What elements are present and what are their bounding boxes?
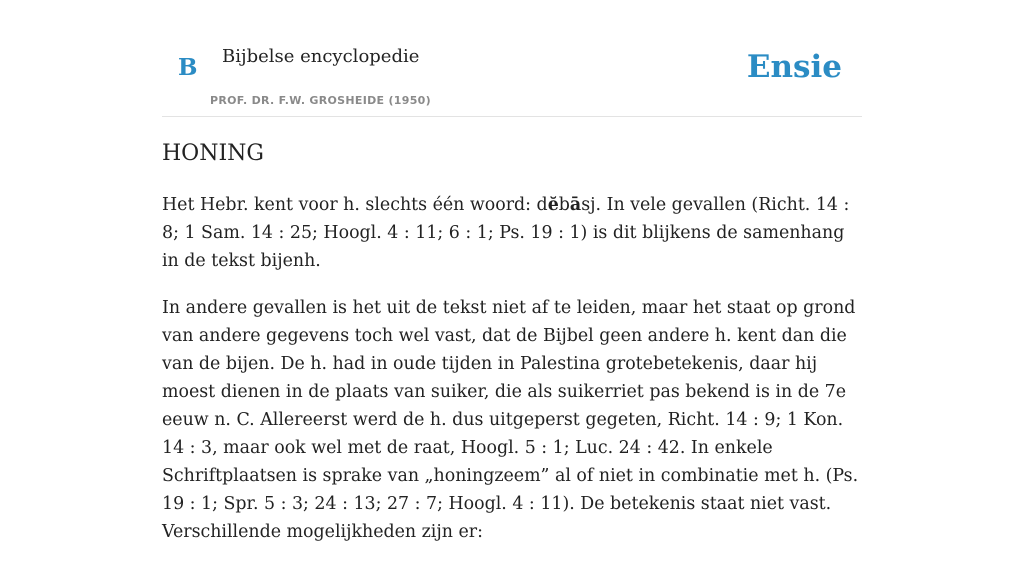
entry-content (162, 140, 862, 565)
paragraph-text: Het Hebr. kent voor h. slechts één woord: d (162, 194, 548, 215)
entry-paragraph-1 (162, 191, 862, 275)
book-icon[interactable]: B (178, 54, 198, 81)
book-author-link[interactable]: PROF. DR. F.W. GROSHEIDE (1950) (210, 94, 431, 107)
ensie-logo-link[interactable]: Ensie (746, 49, 842, 85)
book-title-link[interactable]: Bijbelse encyclopedie (222, 46, 420, 67)
book-header (162, 0, 862, 117)
paragraph-text: b (558, 194, 570, 215)
entry-title: HONING (162, 141, 264, 166)
paragraph-bold-vowel: ā (569, 194, 582, 215)
paragraph-text: sj. In vele gevallen (Richt. 14 : 8; 1 Sam. 14 : 25; Hoogl. 4 : 11; 6 : 1; Ps. 19 : 1) is dit blijkens de samenhang in de tekst bijenh. (162, 194, 850, 271)
entry-paragraph-2: In andere gevallen is het uit de tekst niet af te leiden, maar het staat op grond van andere gegevens toch wel vast, dat de Bijbel geen andere h. kent dan die van de bijen. De h. had in oude tijden in Palestina grotebetekenis, daar hij moest dienen in de plaats van suiker, die als suikerriet pas bekend is in de 7e eeuw n. C. Allereerst werd de h. dus uitgeperst gegeten, Richt. 14 : 9; 1 Kon. 14 : 3, maar ook wel met de raat, Hoogl. 5 : 1; Luc. 24 : 42. In enkele Schriftplaatsen is sprake van „honingzeem” al of niet in combinatie met h. (Ps. 19 : 1; Spr. 5 : 3; 24 : 13; 27 : 7; Hoogl. 4 : 11). De betekenis staat niet vast. Verschillende mogelijkheden zijn er: (162, 297, 859, 542)
paragraph-bold-vowel: ĕ (547, 194, 559, 215)
